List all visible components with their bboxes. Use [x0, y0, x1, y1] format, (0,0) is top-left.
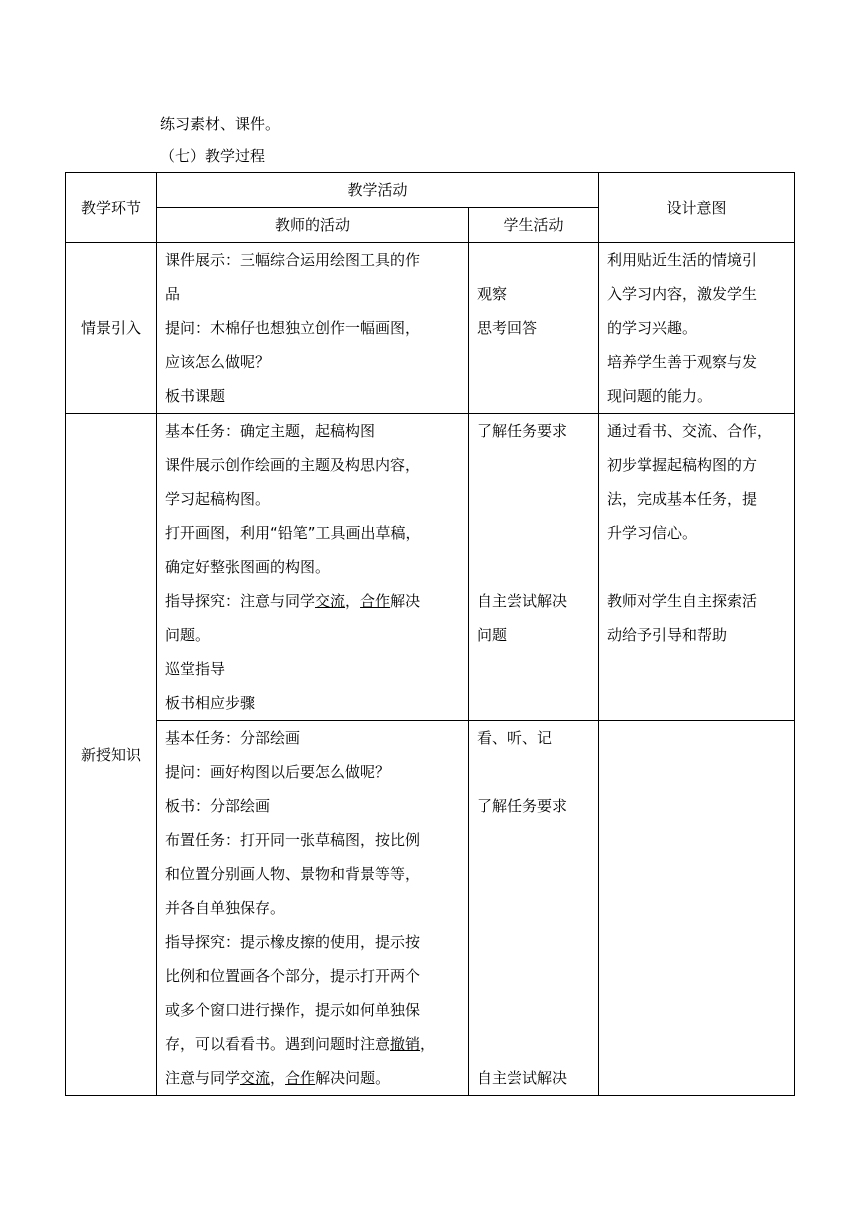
student-line: 自主尝试解决 [477, 592, 568, 610]
teacher-cell [157, 414, 469, 721]
teacher-line: 板书课题 [165, 387, 226, 405]
intent-line: 现问题的能力。 [607, 387, 713, 405]
teacher-line: 基本任务：分部绘画 [165, 729, 301, 747]
teacher-cell [157, 243, 469, 414]
teacher-line: 提问：木棉仔也想独立创作一幅画图， [165, 319, 421, 337]
teacher-line: 提问：画好构图以后要怎么做呢？ [165, 763, 391, 781]
student-line: 自主尝试解决 [477, 1069, 568, 1087]
header-teacher: 教师的活动 [157, 208, 469, 243]
teacher-line: 板书相应步骤 [165, 694, 256, 712]
table-row [66, 721, 795, 1096]
underlined-text: 撤销 [390, 1035, 421, 1053]
table-row [66, 243, 795, 414]
intent-line: 动给予引导和帮助 [607, 626, 728, 644]
teacher-line: 应该怎么做呢？ [165, 353, 271, 371]
teacher-line: 打开画图，利用“铅笔”工具画出草稿， [165, 524, 421, 542]
section-title: （七）教学过程 [160, 147, 266, 165]
teacher-line: 指导探究：提示橡皮擦的使用，提示按 [165, 933, 421, 951]
text-run: ， [420, 1035, 436, 1053]
teacher-line: 布置任务：打开同一张草稿图，按比例 [165, 831, 421, 849]
header-stage: 教学环节 [66, 173, 157, 243]
teacher-line: 课件展示创作绘画的主题及构思内容， [165, 456, 421, 474]
teacher-line: 并各自单独保存。 [165, 899, 286, 917]
teacher-cell [157, 721, 469, 1096]
student-line: 思考回答 [477, 319, 538, 337]
student-line: 了解任务要求 [477, 797, 568, 815]
teacher-line: 或多个窗口进行操作，提示如何单独保 [165, 1001, 421, 1019]
teacher-line [165, 584, 460, 618]
student-line: 问题 [477, 626, 508, 644]
intent-line: 入学习内容，激发学生 [607, 285, 758, 303]
intent-line: 培养学生善于观察与发 [607, 353, 758, 371]
teacher-line: 板书：分部绘画 [165, 797, 271, 815]
teacher-line: 和位置分别画人物、景物和背景等等， [165, 865, 421, 883]
intent-line: 初步掌握起稿构图的方 [607, 456, 758, 474]
intent-line: 利用贴近生活的情境引 [607, 251, 758, 269]
teacher-line [165, 1061, 460, 1095]
student-line: 观察 [477, 285, 508, 303]
text-run: 解决 [390, 592, 421, 610]
text-run: 注意与同学 [165, 1069, 241, 1087]
stage-cell: 新授知识 [66, 414, 157, 1096]
text-run: 指导探究：注意与同学 [165, 592, 316, 610]
teacher-line: 巡堂指导 [165, 660, 226, 678]
teaching-process-table [65, 172, 795, 1096]
teacher-line: 品 [165, 285, 181, 303]
student-cell [469, 414, 599, 721]
intent-cell [599, 721, 795, 1096]
teacher-line: 课件展示：三幅综合运用绘图工具的作 [165, 251, 421, 269]
intent-cell [599, 243, 795, 414]
table-row [66, 414, 795, 721]
underlined-text: 合作 [360, 592, 391, 610]
teacher-line: 比例和位置画各个部分，提示打开两个 [165, 967, 421, 985]
student-line: 看、听、记 [477, 729, 553, 747]
underlined-text: 交流 [240, 1069, 271, 1087]
teacher-line: 问题。 [165, 626, 211, 644]
teacher-line: 学习起稿构图。 [165, 490, 271, 508]
header-student: 学生活动 [469, 208, 599, 243]
header-intent: 设计意图 [599, 173, 795, 243]
intent-line: 教师对学生自主探索活 [607, 592, 758, 610]
student-line: 了解任务要求 [477, 422, 568, 440]
intent-cell [599, 414, 795, 721]
text-run: ， [270, 1069, 286, 1087]
underlined-text: 交流 [315, 592, 346, 610]
text-run: 存，可以看看书。遇到问题时注意 [165, 1035, 391, 1053]
stage-cell: 情景引入 [66, 243, 157, 414]
intent-line: 升学习信心。 [607, 524, 698, 542]
underlined-text: 合作 [285, 1069, 316, 1087]
teacher-line: 基本任务：确定主题，起稿构图 [165, 422, 376, 440]
intent-line: 法，完成基本任务，提 [607, 490, 758, 508]
teacher-line [165, 1027, 460, 1061]
intent-line: 通过看书、交流、合作， [607, 422, 773, 440]
text-run: 解决问题。 [315, 1069, 391, 1087]
intent-line: 的学习兴趣。 [607, 319, 698, 337]
materials-line: 练习素材、课件。 [160, 115, 281, 133]
header-activity: 教学活动 [157, 173, 599, 208]
student-cell [469, 721, 599, 1096]
text-run: ， [345, 592, 361, 610]
teacher-line: 确定好整张图画的构图。 [165, 558, 331, 576]
student-cell [469, 243, 599, 414]
